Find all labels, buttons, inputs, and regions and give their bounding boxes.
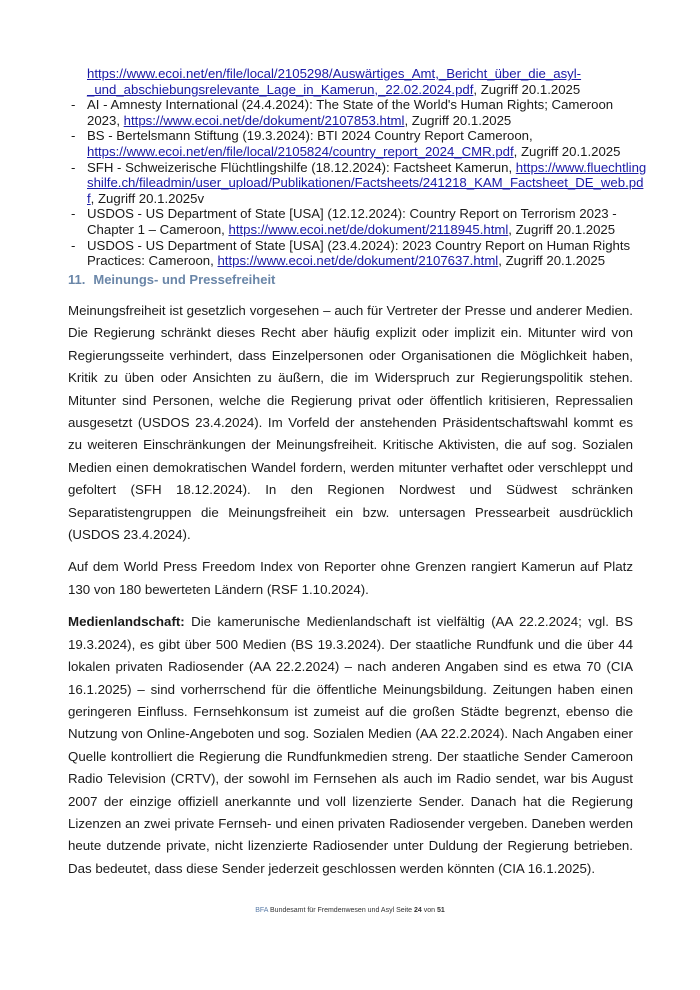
section-number: 11. [68,272,86,287]
paragraph: Meinungsfreiheit ist gesetzlich vorgesehen – auch für Vertreter der Presse und anderer Medien. Die Regierung schränkt dieses Recht aber häufig explizit oder implizit ein. Mitunter wird von Regierungsseite verhindert, dass Einzelpersonen oder Organisationen die Möglichkeit haben, Kritik zu üben oder Ansichten zu äußern, die im Widerspruch zur Regierungspolitik stehen. Mitunter sind Personen, welche die Regierung privat oder öffentlich kritisieren, Repressalien ausgesetzt (USDOS 23.4.2024). Im Vorfeld der anstehenden Präsidentschaftswahl kommt es zu weiteren Einschränkungen der Meinungsfreiheit. Kritische Aktivisten, die auf sog. Sozialen Medien einen demokratischen Wandel fordern, werden mitunter verhaftet oder verschleppt und gefoltert (SFH 18.12.2024). In den Regionen Nordwest und Südwest schränken Separatistengruppen die Meinungsfreiheit ein bzw. untersagen Pressearbeit ausdrücklich (USDOS 23.4.2024). [68,303,633,543]
paragraph: Medienlandschaft: Die kamerunische Medienlandschaft ist vielfältig (AA 22.2.2024; vgl. BS 19.3.2024), es gibt über 500 Medien (BS 19.3.2024). Der staatliche Rundfunk und die über 44 lokalen privaten Radiosender (AA 22.2.2024) – nach anderen Angaben sind es etwa 70 (CIA 16.1.2025) – sind vorherrschend für die öffentliche Meinungsbildung. Zeitungen haben einen geringeren Einfluss. Fernsehkonsum ist zumeist auf die großen Städte begrenzt, ebenso die Nutzung von Online-Angeboten und sog. Sozialen Medien (AA 22.2.2024). Nach Angaben einer Quelle kontrolliert die Regierung die Rundfunkmedien streng. Der staatliche Sender Cameroon Radio Television (CRTV), der sowohl im Fernsehen als auch im Radio sendet, war bis August 2007 der einzige offiziell anerkannte und voll lizenzierte Sender. Danach hat die Regierung Lizenzen an zwei private Fernseh- und einen privaten Radiosender vergeben. Daneben werden heute dutzende private, nicht lizenzierte Radiosender unter Duldung der Regierung betrieben. Das bedeutet, dass diese Sender jederzeit geschlossen werden könnten (CIA 16.1.2025). [68,614,633,876]
reference-item: https://www.ecoi.net/en/file/local/2105298/Auswärtiges_Amt,_Bericht_über_die_asyl-_und_abschiebungsrelevante_Lage_in_Kamerun,_22.02.2024.pdf, Zugriff 20.1.2025 [87,66,582,97]
reference-link[interactable]: https://www.fluechtlingshilfe.ch/fileadmin/user_upload/Publikationen/Factsheets/241218_KAM_Factsheet_DE_web.pdf [87,159,647,206]
paragraph-label: Medienlandschaft: [68,614,185,630]
reference-link[interactable]: https://www.ecoi.net/de/dokument/2118945.html [228,221,509,237]
section-title: Meinungs- und Pressefreiheit [93,272,276,287]
reference-item: - AI - Amnesty International (24.4.2024): The State of the World's Human Rights; Cameroon 2023, https://www.ecoi.net/de/dokument/2107853.html, Zugriff 20.1.2025 [68,97,648,128]
reference-item: - USDOS - US Department of State [USA] (23.4.2024): 2023 Country Report on Human Rights Practices: Cameroon, https://www.ecoi.net/de/dokument/2107637.html, Zugriff 20.1.2025 [68,238,648,269]
reference-item: - BS - Bertelsmann Stiftung (19.3.2024): BTI 2024 Country Report Cameroon, https://www.ecoi.net/en/file/local/2105824/country_report_2024_CMR.pdf, Zugriff 20.1.2025 [68,128,648,159]
section-heading [68,272,275,287]
reference-link[interactable]: https://www.ecoi.net/de/dokument/2107637.html [217,253,499,269]
reference-link[interactable]: https://www.ecoi.net/en/file/local/2105824/country_report_2024_CMR.pdf [87,143,514,159]
bfa-logo: BFA [255,907,269,914]
page-number: 24 [413,907,422,914]
reference-link[interactable]: https://www.ecoi.net/en/file/local/2105298/Auswärtiges_Amt,_Bericht_über_die_asyl-_und_abschiebungsrelevante_Lage_in_Kamerun,_22.02.2024.pdf [87,66,582,97]
paragraph: Auf dem World Press Freedom Index von Reporter ohne Grenzen rangiert Kamerun auf Platz 130 von 180 bewerteten Ländern (RSF 1.10.2024). [68,559,633,597]
reference-item: - USDOS - US Department of State [USA] (12.12.2024): Country Report on Terrorism 2023 - Chapter 1 – Cameroon, https://www.ecoi.net/de/dokument/2118945.html, Zugriff 20.1.2025 [68,206,648,237]
section-body [68,300,633,890]
reference-list [68,66,648,269]
page-total: 51 [436,907,445,914]
page-footer: BFA Bundesamt für Fremdenwesen und Asyl Seite 24 von 51 [255,907,445,914]
reference-link[interactable]: https://www.ecoi.net/de/dokument/2107853.html [123,112,405,128]
reference-item: - SFH - Schweizerische Flüchtlingshilfe (18.12.2024): Factsheet Kamerun, https://www.fluechtlingshilfe.ch/fileadmin/user_upload/Publikationen/Factsheets/241218_KAM_Factsheet_DE_web.pdf, Zugriff 20.1.2025v [68,160,648,207]
